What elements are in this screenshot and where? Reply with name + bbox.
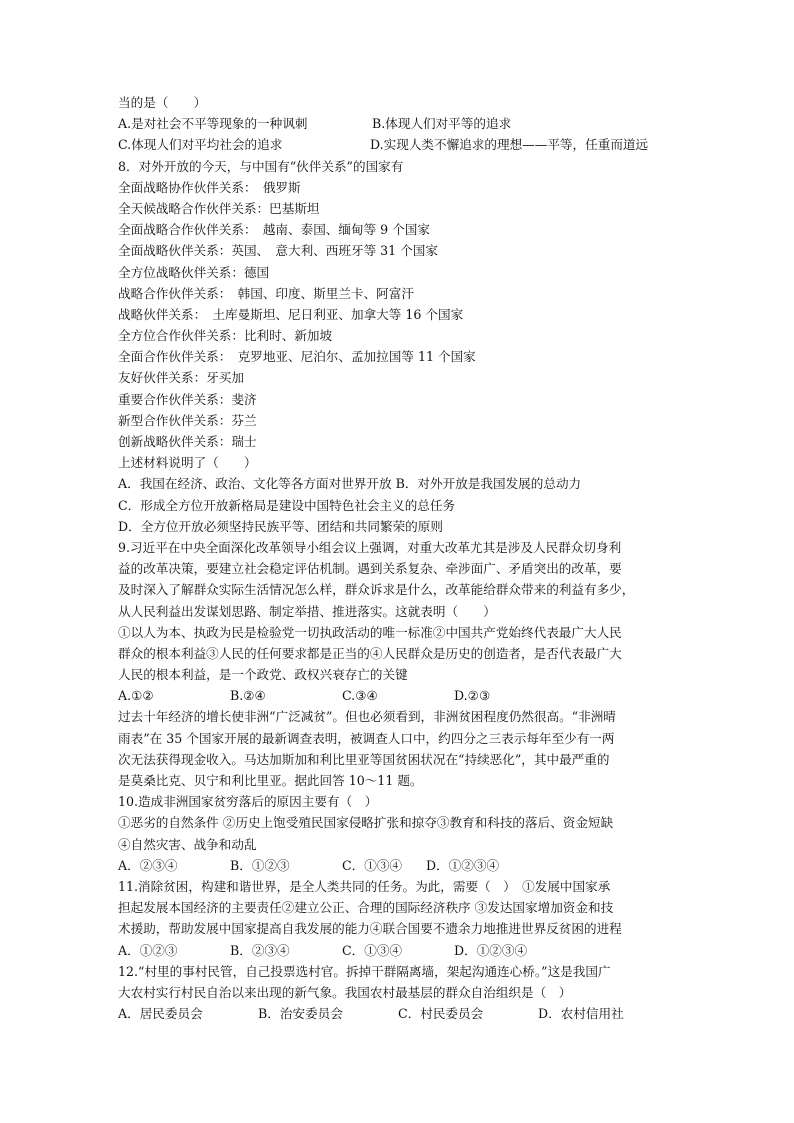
- q7-option-d: D.实现人类不懈追求的理想——平等，任重而道远: [370, 137, 649, 153]
- q8-partner-line: 创新战略伙伴关系：瑞士: [118, 434, 257, 449]
- q11-text-line: 11.消除贫困，构建和谐世界，是全人类共同的任务。为此，需要（ ） ①发展中国家承: [118, 878, 611, 894]
- q11-text-line: 担起发展本国经济的主要责任②建立公正、合理的国际经济秩序 ③发达国家增加资金和技: [118, 900, 614, 916]
- q9-text-line: 群众的根本利益③人民的任何要求都是正当的④人民群众是历史的创造者，是否代表最广大: [118, 645, 622, 661]
- q11-option-c: C．①③④: [342, 942, 403, 958]
- q11-options: [118, 940, 678, 961]
- q10-text-line: ④自然灾害、战争和动乱: [118, 836, 257, 852]
- q10-option-c: C．①③④: [342, 857, 403, 873]
- passage-line: 是莫桑比克、贝宁和利比里亚。据此回答 10～11 题。: [118, 773, 423, 788]
- q7-option-b: B.体现人们对平等的追求: [372, 116, 512, 132]
- q8-partner-line: 全面合作伙伴关系： 克罗地亚、尼泊尔、孟加拉国等 11 个国家: [118, 349, 476, 365]
- q8-partner-line: 全面战略合作伙伴关系： 越南、泰国、缅甸等 9 个国家: [118, 222, 430, 238]
- document-page: [118, 92, 678, 1024]
- q8-partner-line: 战略伙伴关系： 土库曼斯坦、尼日利亚、加拿大等 16 个国家: [118, 306, 464, 322]
- q8-partner-line: 重要合作伙伴关系：斐济: [118, 391, 257, 407]
- q10-text-line: ①恶劣的自然条件 ②历史上饱受殖民国家侵略扩张和掠夺③教育和科技的落后、资金短缺: [118, 815, 614, 831]
- q9-text-line: 从人民利益出发谋划思路、制定举措、推进落实。这就表明（ ）: [118, 603, 496, 619]
- q11-text-line: 术援助，帮助发展中国家提高自我发展的能力④联合国要不遗余力地推进世界反贫困的进程: [118, 921, 622, 937]
- q11-option-b: B．②③④: [230, 942, 290, 958]
- q8-options-ab: A．我国在经济、政治、文化等各方面对世界开放 B．对外开放是我国发展的总动力: [118, 476, 582, 492]
- q7-stem-end: 当的是（ ）: [118, 95, 207, 110]
- q7-options-cd: [118, 134, 678, 155]
- passage-line: 雨表”在 35 个国家开展的最新调查表明，被调查人口中，约四分之三表示每年至少有一两: [118, 730, 615, 746]
- q8-partner-line: 友好伙伴关系：牙买加: [118, 370, 244, 386]
- q12-option-d: D．农村信用社: [538, 1006, 624, 1022]
- q8-partner-line: 全面战略协作伙伴关系： 俄罗斯: [118, 179, 301, 195]
- q7-options-ab: [118, 113, 678, 134]
- q7-option-c: C.体现人们对平均社会的追求: [118, 137, 283, 153]
- q9-text-line: ①以人为本、执政为民是检验党一切执政活动的唯一标准②中国共产党始终代表最广大人民: [118, 624, 622, 640]
- q9-text-line: 益的改革决策，要建立社会稳定评估机制。遇到关系复杂、牵涉面广、矛盾突出的改革，要: [118, 561, 622, 577]
- q10-option-d: D．①②③④: [426, 857, 500, 873]
- q9-text-line: 9.习近平在中央全面深化改革领导小组会议上强调，对重大改革尤其是涉及人民群众切身利: [118, 539, 622, 555]
- q9-option-a: A.①②: [118, 688, 154, 704]
- q8-partner-line: 新型合作伙伴关系：芬兰: [118, 412, 257, 428]
- q8-partner-line: 全方位合作伙伴关系：比利时、新加坡: [118, 328, 333, 344]
- q8-partner-line: 全方位战略伙伴关系：德国: [118, 264, 270, 280]
- q10-stem: 10.造成非洲国家贫穷落后的原因主要有（ ）: [118, 794, 378, 810]
- q12-text-line: 12.“村里的事村民管，自己投票选村官。拆掉干群隔离墙，架起沟通连心桥。”这是我国广: [118, 963, 611, 979]
- q8-option-d: D．全方位开放必须坚持民族平等、团结和共同繁荣的原则: [118, 518, 443, 534]
- q9-option-d: D.②③: [454, 688, 491, 704]
- q9-options: [118, 685, 678, 706]
- q10-options: [118, 855, 678, 876]
- q8-stem: 8．对外开放的今天，与中国有“伙伴关系”的国家有: [118, 158, 404, 174]
- q10-option-a: A．②③④: [118, 857, 178, 873]
- passage-line: 次无法获得现金收入。马达加斯加和利比里亚等国贫困状况在“持续恶化”，其中最严重的: [118, 751, 610, 767]
- q9-text-line: 及时深入了解群众实际生活情况怎么样，群众诉求是什么，改革能给群众带来的利益有多少，: [118, 582, 635, 598]
- q12-text-line: 大农村实行村民自治以来出现的新气象。我国农村最基层的群众自治组织是（ ）: [118, 984, 572, 1000]
- q12-option-b: B．治安委员会: [258, 1006, 343, 1022]
- q9-option-b: B.②④: [230, 688, 266, 704]
- q11-option-d: D．①②③④: [454, 942, 528, 958]
- q8-question: 上述材料说明了（ ）: [118, 455, 257, 471]
- q9-text-line: 人民的根本利益，是一个政党、政权兴衰存亡的关键: [118, 667, 408, 683]
- q7-option-a: A.是对社会不平等现象的一种讽刺: [118, 116, 308, 132]
- q12-option-a: A．居民委员会: [118, 1006, 203, 1022]
- q9-option-c: C.③④: [342, 688, 378, 704]
- q8-option-c: C．形成全方位开放新格局是建设中国特色社会主义的总任务: [118, 497, 456, 513]
- q12-option-c: C．村民委员会: [398, 1006, 484, 1022]
- q11-option-a: A．①②③: [118, 942, 178, 958]
- q10-option-b: B．①②③: [230, 857, 290, 873]
- q8-partner-line: 战略合作伙伴关系： 韩国、印度、斯里兰卡、阿富汗: [118, 285, 414, 301]
- q12-options: [118, 1003, 678, 1024]
- q8-partner-line: 全天候战略合作伙伴关系：巴基斯坦: [118, 200, 320, 216]
- passage-line: 过去十年经济的增长使非洲“广泛减贫”。但也必须看到，非洲贫困程度仍然很高。“非洲晴: [118, 709, 616, 725]
- q8-partner-line: 全面战略伙伴关系：英国、 意大利、西班牙等 31 个国家: [118, 243, 438, 259]
